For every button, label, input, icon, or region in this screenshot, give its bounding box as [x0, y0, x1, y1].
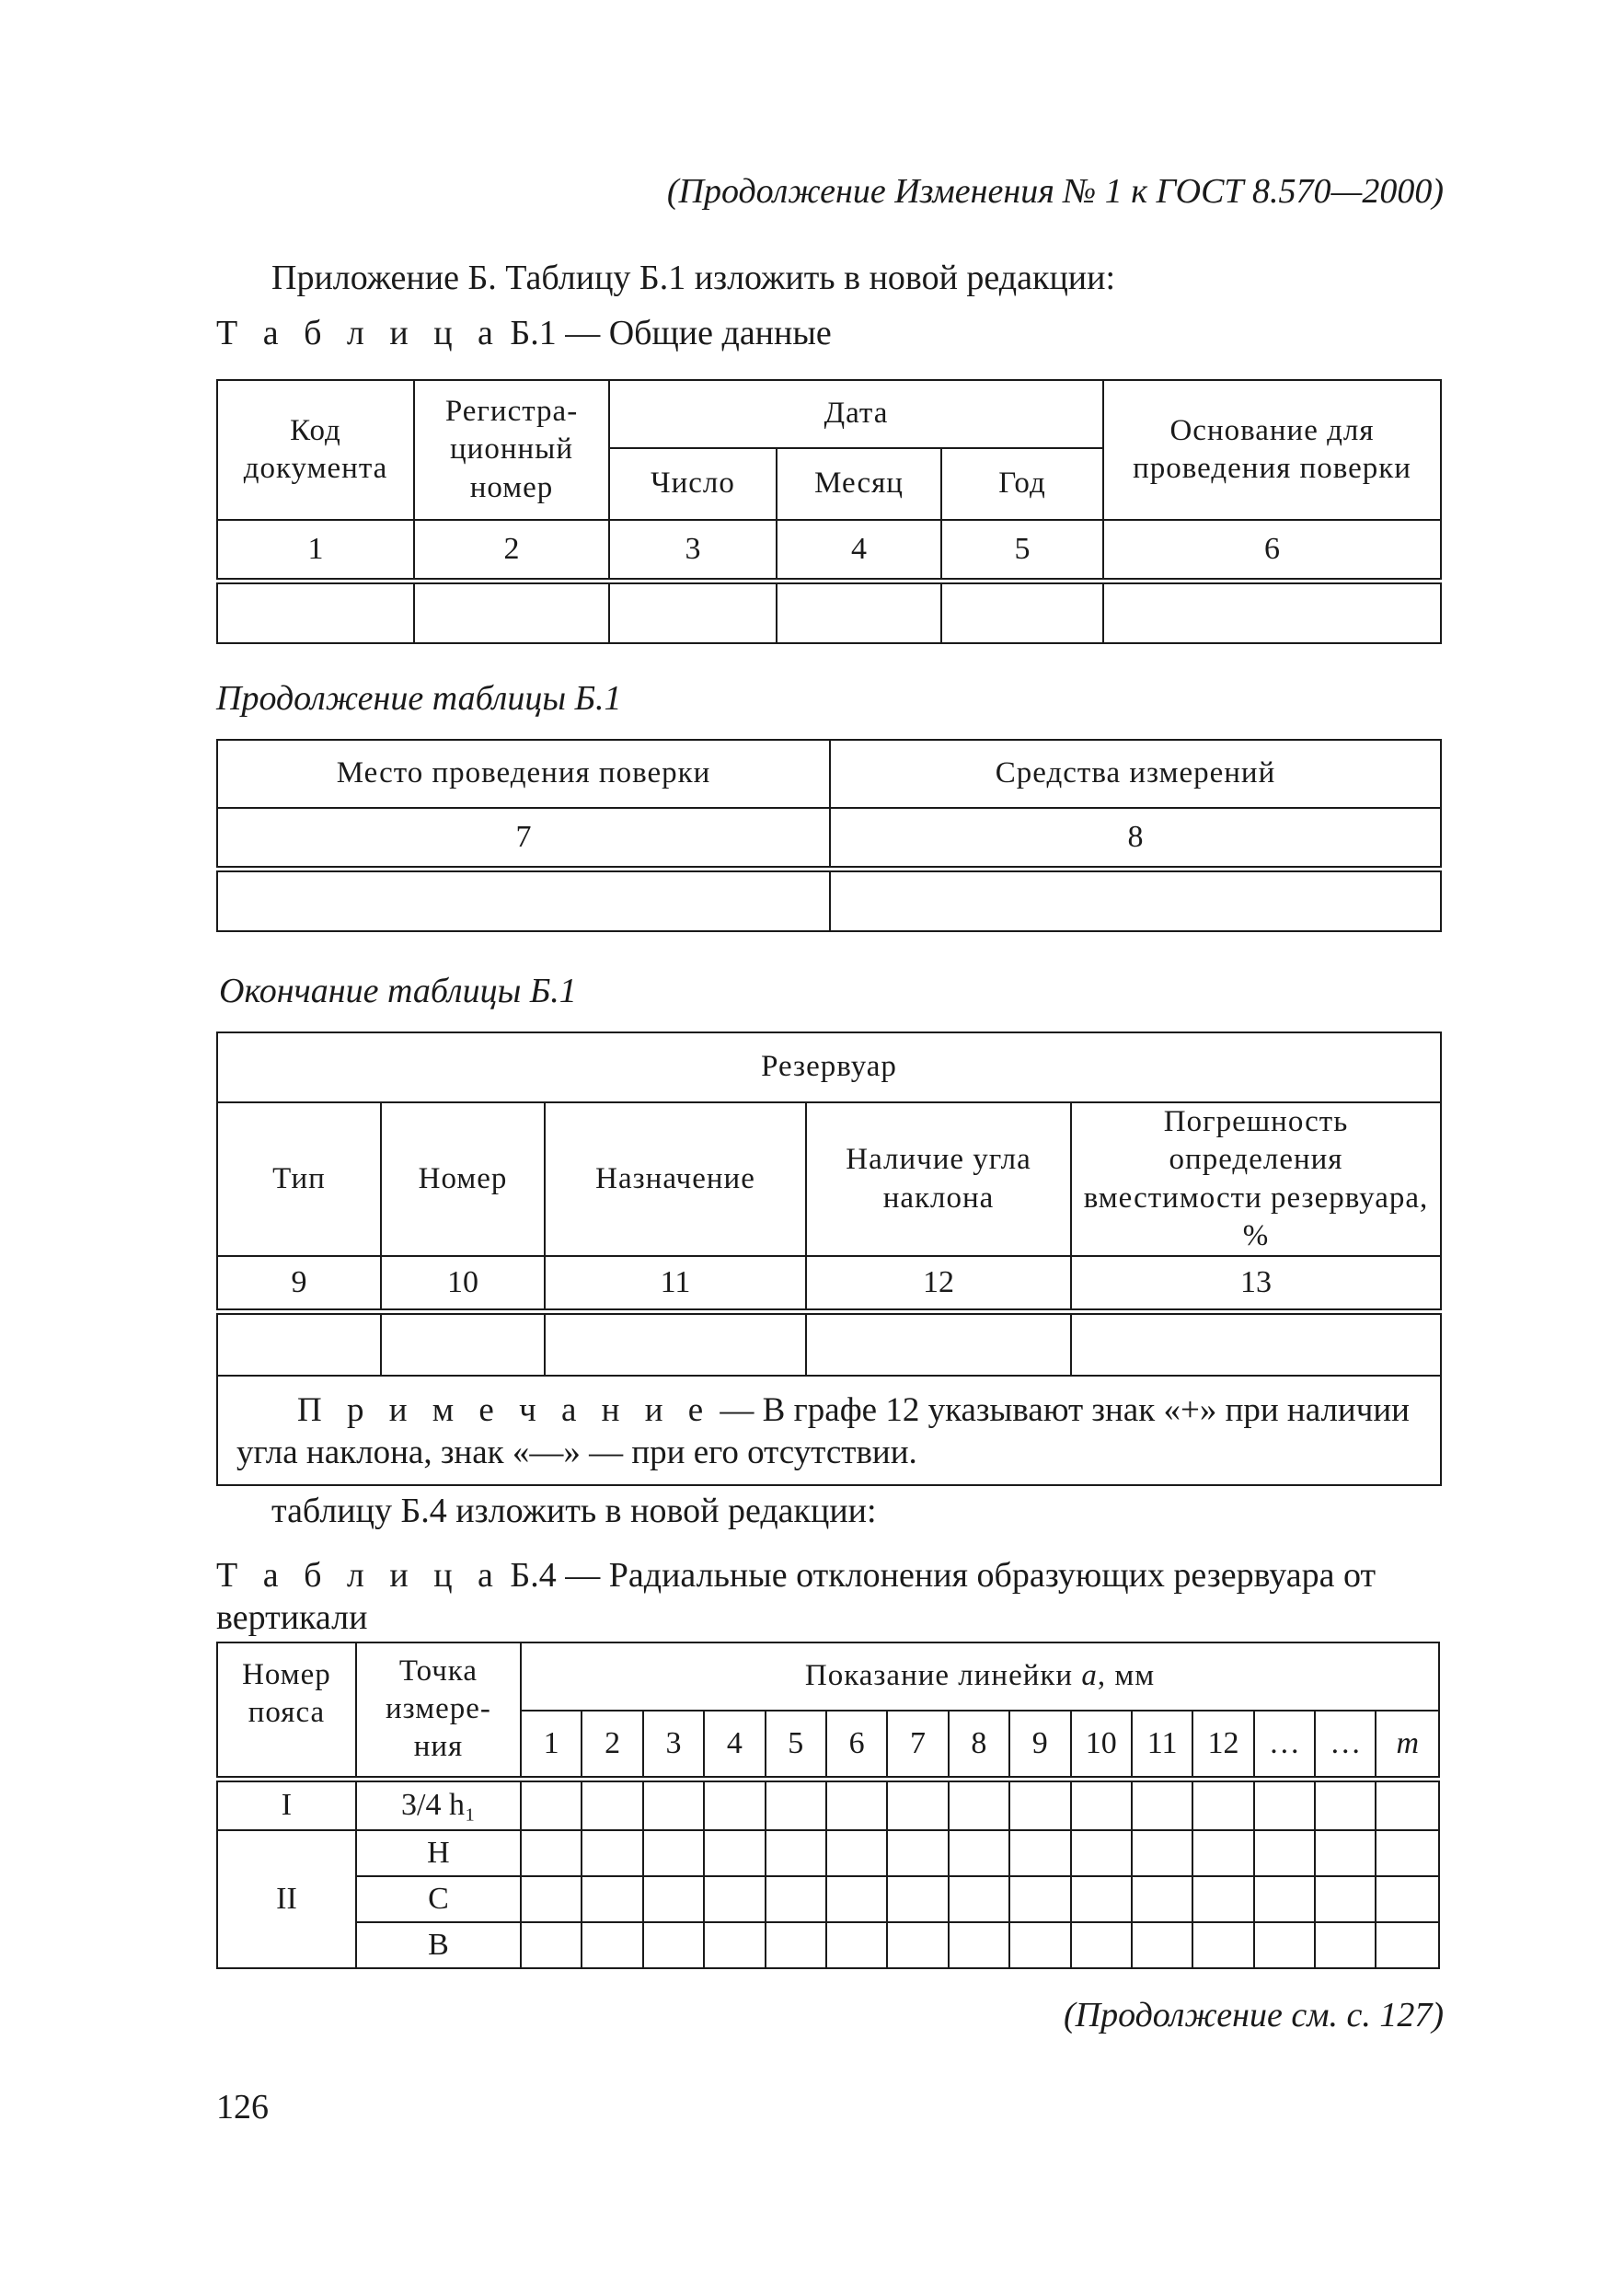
table-caption-lead: Т а б л и ц а [216, 314, 501, 352]
point-cell: С [356, 1876, 521, 1922]
col-number: 6 [1103, 520, 1441, 581]
group-tank-header: Резервуар [217, 1032, 1441, 1102]
table-caption-text: Б.1 — Общие данные [510, 314, 832, 352]
empty-cell [217, 581, 414, 643]
table-b1-part3 [216, 1032, 1442, 1486]
reading-col-number: 8 [949, 1711, 1009, 1779]
footer-continuation: (Продолжение см. с. 127) [1063, 1996, 1444, 2034]
col-number: 8 [830, 808, 1441, 869]
col-number: 9 [217, 1256, 381, 1311]
reading-col-number: 9 [1009, 1711, 1070, 1779]
col-means-header: Средства измерений [830, 740, 1441, 808]
col-number: 1 [217, 520, 414, 581]
empty-cell [777, 581, 941, 643]
table-caption-lead: Т а б л и ц а [216, 1556, 501, 1595]
note-text: — В графе 12 указывают знак «+» при наличии угла наклона, знак «—» — при его отсутствии. [236, 1391, 1410, 1472]
empty-cell [941, 581, 1103, 643]
reading-col-number: m [1376, 1711, 1439, 1779]
reading-col-number: 10 [1071, 1711, 1132, 1779]
col-purpose-header: Назначение [545, 1102, 806, 1256]
col-date-header: Дата [609, 380, 1103, 448]
col-number: 13 [1071, 1256, 1441, 1311]
col-number: 2 [414, 520, 609, 581]
table-b1-end-title: Окончание таблицы Б.1 [219, 972, 577, 1010]
reading-col-number: 11 [1132, 1711, 1192, 1779]
col-number: 4 [777, 520, 941, 581]
point-cell: В [356, 1922, 521, 1968]
table-b1-part1 [216, 379, 1442, 644]
note-lead: П р и м е ч а н и е [297, 1391, 712, 1429]
reading-var: a [1081, 1659, 1098, 1693]
empty-cell [217, 869, 830, 931]
reading-col-number: 6 [826, 1711, 887, 1779]
table-b1-part2 [216, 739, 1442, 932]
empty-cell [830, 869, 1441, 931]
empty-cell [1071, 1311, 1441, 1376]
table-caption-text: Б.4 — Радиальные отклонения образующих резервуара от вертикали [216, 1556, 1376, 1637]
col-reading-header: Показание линейки a, мм [521, 1642, 1439, 1711]
col-slope-header: Наличие угла наклона [806, 1102, 1071, 1256]
table-b4-caption [216, 1555, 1440, 1639]
reading-col-number: … [1315, 1711, 1376, 1779]
col-day-header: Число [609, 448, 777, 520]
col-number: 7 [217, 808, 830, 869]
col-number-header: Номер [381, 1102, 545, 1256]
col-reg-header: Регистра-ционный номер [414, 380, 609, 520]
reading-col-number: 2 [582, 1711, 642, 1779]
empty-cell [545, 1311, 806, 1376]
empty-cell [806, 1311, 1071, 1376]
reading-col-number: 12 [1192, 1711, 1253, 1779]
empty-cell [609, 581, 777, 643]
table-b1-caption [216, 313, 832, 353]
belt-cell: II [217, 1830, 356, 1968]
col-type-header: Тип [217, 1102, 381, 1256]
table-note [217, 1376, 1441, 1485]
point-cell: Н [356, 1830, 521, 1876]
reading-col-number: 3 [643, 1711, 704, 1779]
col-basis-header: Основание для проведения поверки [1103, 380, 1441, 520]
col-number: 5 [941, 520, 1103, 581]
col-number: 3 [609, 520, 777, 581]
col-code-header: Код документа [217, 380, 414, 520]
col-belt-header: Номер пояса [217, 1642, 356, 1779]
empty-cell [414, 581, 609, 643]
reading-col-number: 5 [766, 1711, 826, 1779]
intro-text: Приложение Б. Таблицу Б.1 изложить в новой редакции: [271, 259, 1116, 297]
col-number: 12 [806, 1256, 1071, 1311]
col-number: 11 [545, 1256, 806, 1311]
continuation-header: (Продолжение Изменения № 1 к ГОСТ 8.570—2000) [666, 172, 1444, 211]
col-number: 10 [381, 1256, 545, 1311]
col-point-header: Точка измере-ния [356, 1642, 521, 1779]
col-year-header: Год [941, 448, 1103, 520]
col-error-header: Погрешность определения вместимости резервуара, % [1071, 1102, 1441, 1256]
empty-cell [217, 1311, 381, 1376]
reading-col-number: 7 [887, 1711, 948, 1779]
intro-b4-text: таблицу Б.4 изложить в новой редакции: [271, 1492, 877, 1530]
reading-col-number: … [1254, 1711, 1315, 1779]
belt-cell: I [217, 1779, 356, 1830]
col-month-header: Месяц [777, 448, 941, 520]
empty-cell [1103, 581, 1441, 643]
page-number: 126 [216, 2088, 269, 2126]
empty-cell [381, 1311, 545, 1376]
table-b4 [216, 1642, 1440, 1969]
reading-col-number: 1 [521, 1711, 582, 1779]
reading-col-number: 4 [704, 1711, 765, 1779]
table-b1-continuation-title: Продолжение таблицы Б.1 [216, 679, 622, 718]
col-place-header: Место проведения поверки [217, 740, 830, 808]
point-cell: 3/4 h₁ [356, 1779, 521, 1830]
